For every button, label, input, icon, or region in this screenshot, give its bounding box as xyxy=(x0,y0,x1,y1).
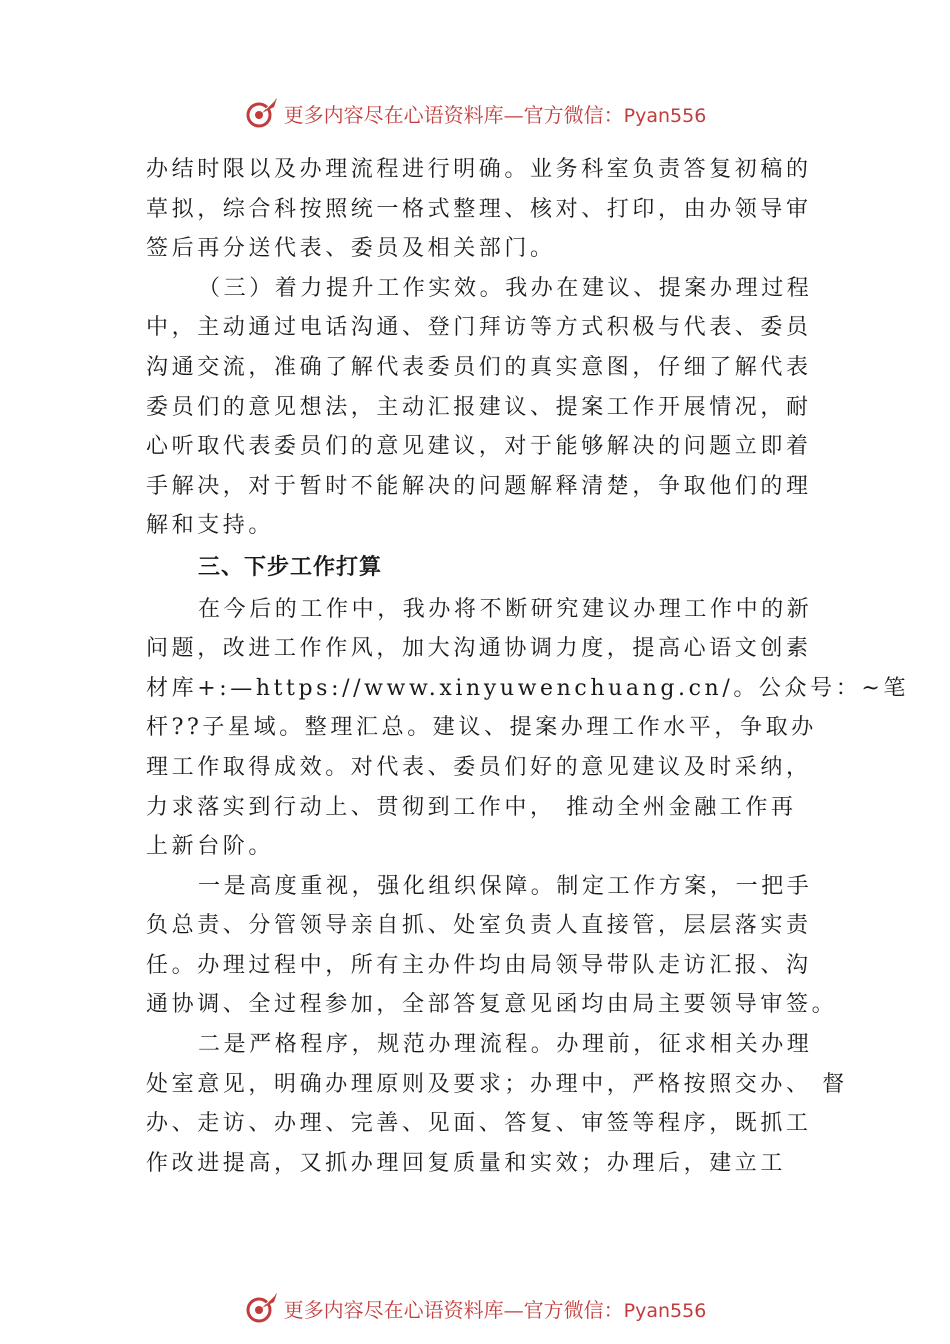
text-line: 心听取代表委员们的意见建议，对于能够解决的问题立即着 xyxy=(146,434,812,460)
text-line: 作改进提高，又抓办理回复质量和实效；办理后，建立工 xyxy=(146,1150,787,1176)
text-line: 沟通交流，准确了解代表委员们的真实意图，仔细了解代表 xyxy=(146,354,812,380)
footer-watermark xyxy=(0,1288,950,1328)
text-line: 一是高度重视，强化组织保障。制定工作方案，一把手 xyxy=(198,873,813,899)
text-line: 手解决，对于暂时不能解决的问题解释清楚，争取他们的理 xyxy=(146,473,812,499)
text-line: 二是严格程序，规范办理流程。办理前，征求相关办理 xyxy=(198,1032,813,1058)
section-heading xyxy=(146,548,810,588)
text-line: 杆??子星域。整理汇总。建议、提案办理工作水平，争取办 xyxy=(146,715,817,741)
text-line: 上新台阶。 xyxy=(146,834,275,860)
paragraph xyxy=(146,867,838,1025)
text-line: 在今后的工作中，我办将不断研究建议办理工作中的新 xyxy=(198,596,813,622)
quill-logo-icon xyxy=(244,95,280,131)
text-line: 材库+:—https://www.xinyuwenchuang.cn/。公众号：~笔 xyxy=(146,675,909,701)
text-line: 任。办理过程中，所有主办件均由局领导带队走访汇报、沟 xyxy=(146,952,812,978)
document-body xyxy=(146,150,909,1183)
paragraph xyxy=(146,1025,848,1183)
text-line: 问题，改进工作作风，加大沟通协调力度，提高心语文创素 xyxy=(146,636,812,662)
text-line: 处室意见，明确办理原则及要求；办理中，严格按照交办、 督 xyxy=(146,1071,848,1097)
header-watermark xyxy=(0,93,950,133)
text-line: 办、走访、办理、完善、见面、答复、审签等程序，既抓工 xyxy=(146,1111,812,1137)
text-line: 力求落实到行动上、贯彻到工作中， 推动全州金融工作再 xyxy=(146,794,797,820)
text-line: 负总责、分管领导亲自抓、处室负责人直接管，层层落实责 xyxy=(146,913,812,939)
text-line: 签后再分送代表、委员及相关部门。 xyxy=(146,236,556,262)
paragraph xyxy=(146,150,810,269)
text-line: 通协调、全过程参加，全部答复意见函均由局主要领导审签。 xyxy=(146,992,838,1018)
quill-logo-icon xyxy=(244,1290,280,1326)
text-line: 三、下步工作打算 xyxy=(198,554,383,580)
watermark-text: 更多内容尽在心语资料库—官方微信：Pyan556 xyxy=(283,1297,707,1322)
text-line: 中，主动通过电话沟通、登门拜访等方式积极与代表、委员 xyxy=(146,315,812,341)
paragraph xyxy=(146,269,813,546)
watermark-text: 更多内容尽在心语资料库—官方微信：Pyan556 xyxy=(283,102,707,127)
text-line: 理工作取得成效。对代表、委员们好的意见建议及时采纳， xyxy=(146,754,812,780)
text-line: 解和支持。 xyxy=(146,513,275,539)
text-line: 草拟，综合科按照统一格式整理、核对、打印，由办领导审 xyxy=(146,196,812,222)
paragraph xyxy=(146,590,909,867)
text-line: 委员们的意见想法，主动汇报建议、提案工作开展情况，耐 xyxy=(146,394,812,420)
text-line: 办结时限以及办理流程进行明确。业务科室负责答复初稿的 xyxy=(146,157,812,182)
text-line: （三）着力提升工作实效。我办在建议、提案办理过程 xyxy=(198,275,813,301)
